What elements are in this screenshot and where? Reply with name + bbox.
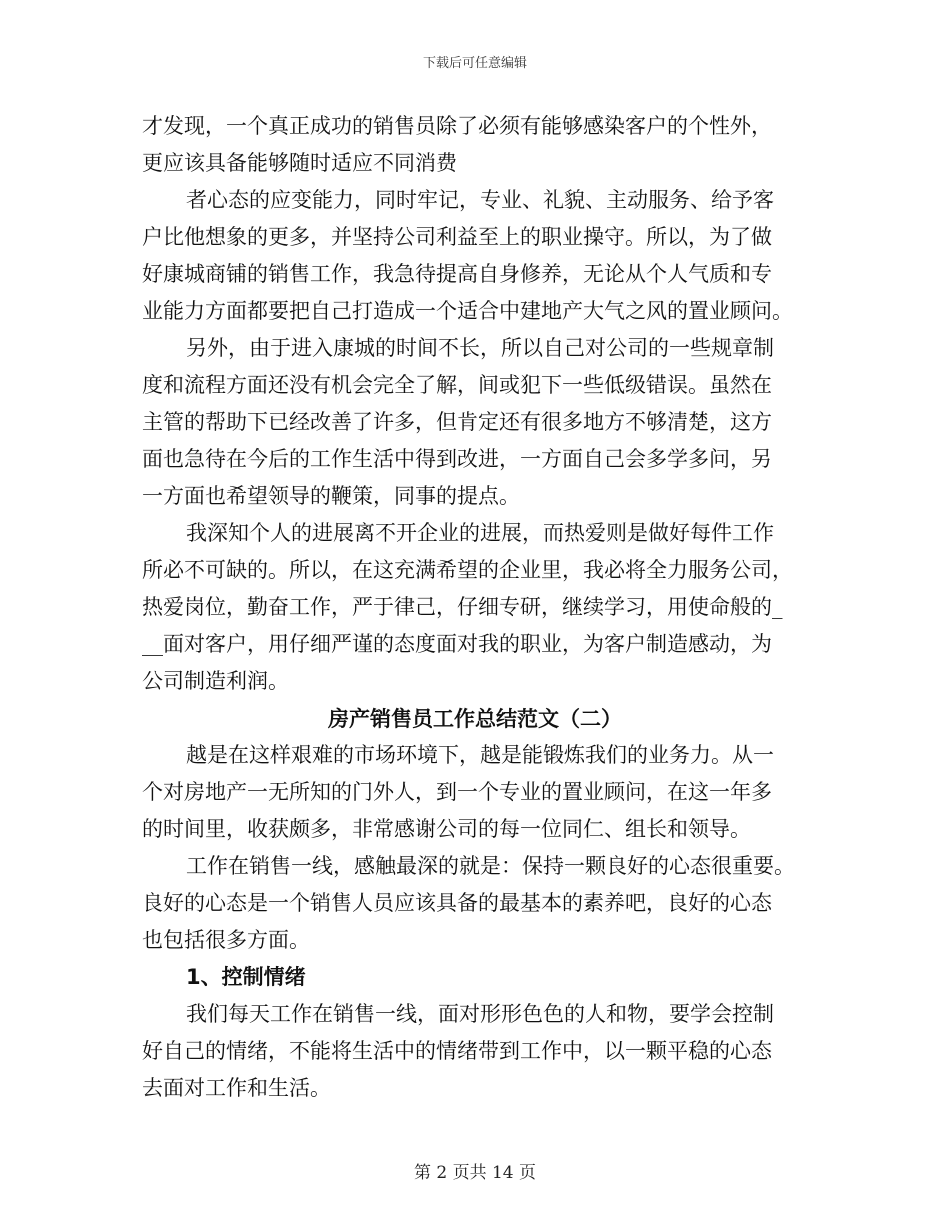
text-line: 我深知个人的进展离不开企业的进展，而热爱则是做好每件工作 xyxy=(186,521,774,545)
text-line: 良好的心态是一个销售人员应该具备的最基本的素养吧，良好的心态 xyxy=(142,891,772,915)
subsection-heading: 1、控制情绪 xyxy=(186,965,306,989)
text-line: 我们每天工作在销售一线，面对形形色色的人和物，要学会控制 xyxy=(186,1002,774,1026)
page-header: 下载后可任意编辑 xyxy=(422,56,527,71)
text-line: 个对房地产一无所知的门外人，到一个专业的置业顾问，在这一年多 xyxy=(142,780,772,804)
text-line: 也包括很多方面。 xyxy=(142,928,310,952)
section-title: 房产销售员工作总结范文（二） xyxy=(328,706,622,731)
document-body xyxy=(142,108,808,1107)
text-line: 主管的帮助下已经改善了许多，但肯定还有很多地方不够清楚，这方 xyxy=(142,410,772,434)
text-line: 一方面也希望领导的鞭策，同事的提点。 xyxy=(142,484,520,508)
text-line: 才发现，一个真正成功的销售员除了必须有能够感染客户的个性外， xyxy=(142,114,772,138)
text-line: 的时间里，收获颇多，非常感谢公司的每一位同仁、组长和领导。 xyxy=(142,817,751,841)
text-line: 热爱岗位，勤奋工作，严于律己，仔细专研，继续学习，用使命般的_ xyxy=(142,595,783,619)
text-line: 面也急待在今后的工作生活中得到改进，一方面自己会多学多问，另 xyxy=(142,447,772,471)
text-line: 工作在销售一线，感触最深的就是：保持一颗良好的心态很重要。 xyxy=(186,854,795,878)
text-line: 公司制造利润。 xyxy=(142,669,289,693)
text-line: 好自己的情绪，不能将生活中的情绪带到工作中，以一颗平稳的心态 xyxy=(142,1039,772,1063)
text-line: 者心态的应变能力，同时牢记，专业、礼貌、主动服务、给予客 xyxy=(186,188,774,212)
text-line: 度和流程方面还没有机会完全了解，间或犯下一些低级错误。虽然在 xyxy=(142,373,772,397)
text-line: 另外，由于进入康城的时间不长，所以自己对公司的一些规章制 xyxy=(186,336,774,360)
text-line: 去面对工作和生活。 xyxy=(142,1076,331,1100)
text-line: 所必不可缺的。所以，在这充满希望的企业里，我必将全力服务公司， xyxy=(142,558,793,582)
text-line: 更应该具备能够随时适应不同消费 xyxy=(142,151,457,175)
text-line: 越是在这样艰难的市场环境下，越是能锻炼我们的业务力。从一 xyxy=(186,743,774,767)
text-line: 户比他想象的更多，并坚持公司利益至上的职业操守。所以，为了做 xyxy=(142,225,772,249)
text-line: 好康城商铺的销售工作，我急待提高自身修养，无论从个人气质和专 xyxy=(142,262,772,286)
text-line: 业能力方面都要把自己打造成一个适合中建地产大气之风的置业顾问。 xyxy=(142,299,793,323)
page-footer: 第 2 页共 14 页 xyxy=(413,1163,537,1183)
text-line: __面对客户，用仔细严谨的态度面对我的职业，为客户制造感动，为 xyxy=(142,632,772,656)
